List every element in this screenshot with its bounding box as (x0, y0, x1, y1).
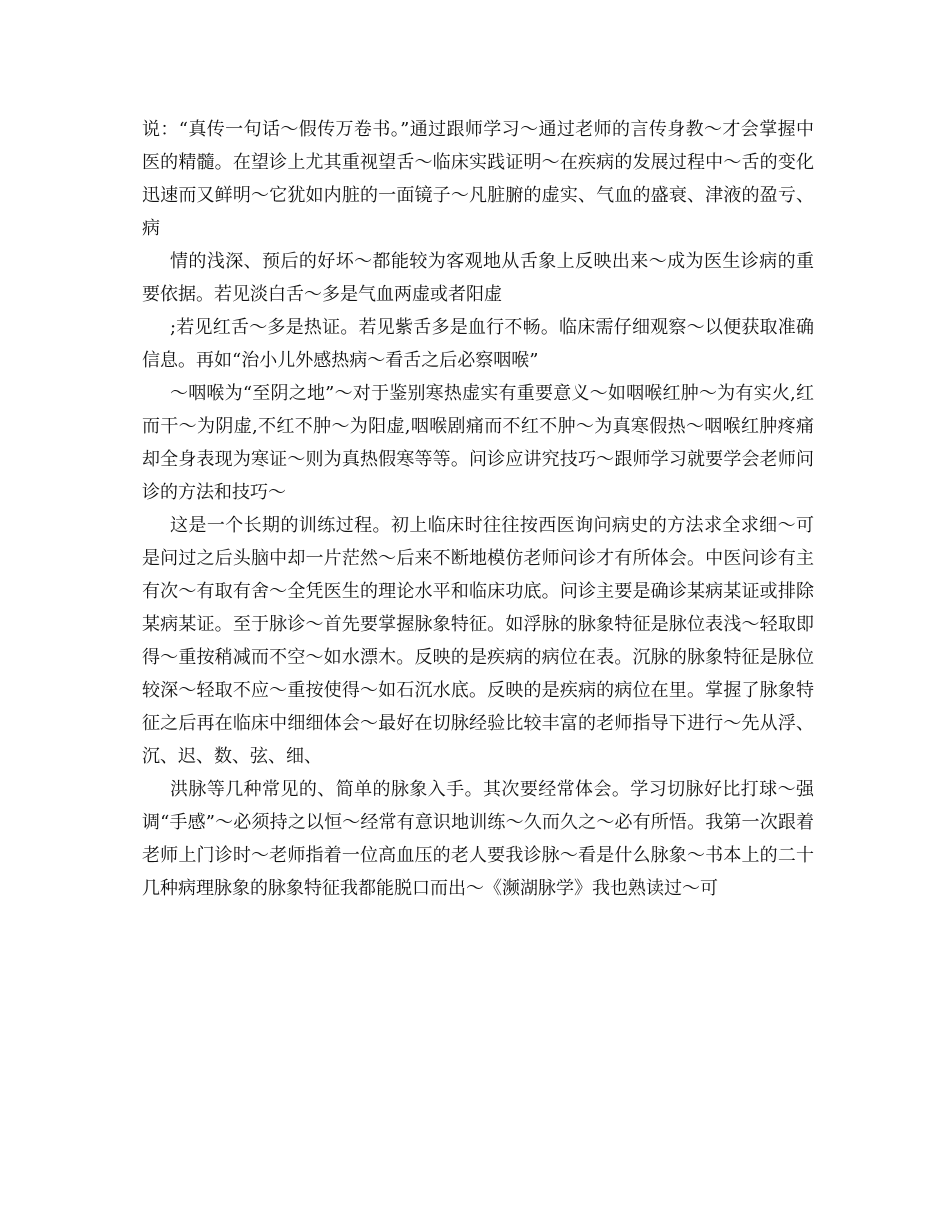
paragraph: 洪脉等几种常见的、简单的脉象入手。其次要经常体会。学习切脉好比打球～强调“手感”～必须持之以恒～经常有意识地训练～久而久之～必有所悟。我第一次跟着老师上门诊时～老师指着一位高血压的老人要我诊脉～看是什么脉象～书本上的二十几种病理脉象的脉象特征我都能脱口而出～《濒湖脉学》我也熟读过～可 (142, 779, 814, 899)
paragraph: 说：“真传一句话～假传万卷书。”通过跟师学习～通过老师的言传身教～才会掌握中医的精髓。在望诊上尤其重视望舌～临床实践证明～在疾病的发展过程中～舌的变化迅速而又鲜明～它犹如内脏的一面镜子～凡脏腑的虚实、气血的盛衰、津液的盈亏、病 (142, 119, 814, 239)
document-body (142, 113, 814, 905)
paragraph: 这是一个长期的训练过程。初上临床时往往按西医询问病史的方法求全求细～可是问过之后头脑中却一片茫然～后来不断地模仿老师问诊才有所体会。中医问诊有主有次～有取有舍～全凭医生的理论水平和临床功底。问诊主要是确诊某病某证或排除某病某证。至于脉诊～首先要掌握脉象特征。如浮脉的脉象特征是脉位表浅～轻取即得～重按稍减而不空～如水漂木。反映的是疾病的病位在表。沉脉的脉象特征是脉位较深～轻取不应～重按使得～如石沉水底。反映的是疾病的病位在里。掌握了脉象特征之后再在临床中细细体会～最好在切脉经验比较丰富的老师指导下进行～先从浮、沉、迟、数、弦、细、 (142, 515, 814, 767)
paragraph: ～咽喉为“至阴之地”～对于鉴别寒热虚实有重要意义～如咽喉红肿～为有实火,红而干～为阴虚,不红不肿～为阳虚,咽喉剧痛而不红不肿～为真寒假热～咽喉红肿疼痛却全身表现为寒证～则为真热假寒等等。问诊应讲究技巧～跟师学习就要学会老师问诊的方法和技巧～ (142, 383, 814, 503)
paragraph: 情的浅深、预后的好坏～都能较为客观地从舌象上反映出来～成为医生诊病的重要依据。若见淡白舌～多是气血两虚或者阳虚 (142, 251, 814, 305)
paragraph: ;若见红舌～多是热证。若见紫舌多是血行不畅。临床需仔细观察～以便获取准确信息。再如“治小儿外感热病～看舌之后必察咽喉” (142, 317, 814, 371)
